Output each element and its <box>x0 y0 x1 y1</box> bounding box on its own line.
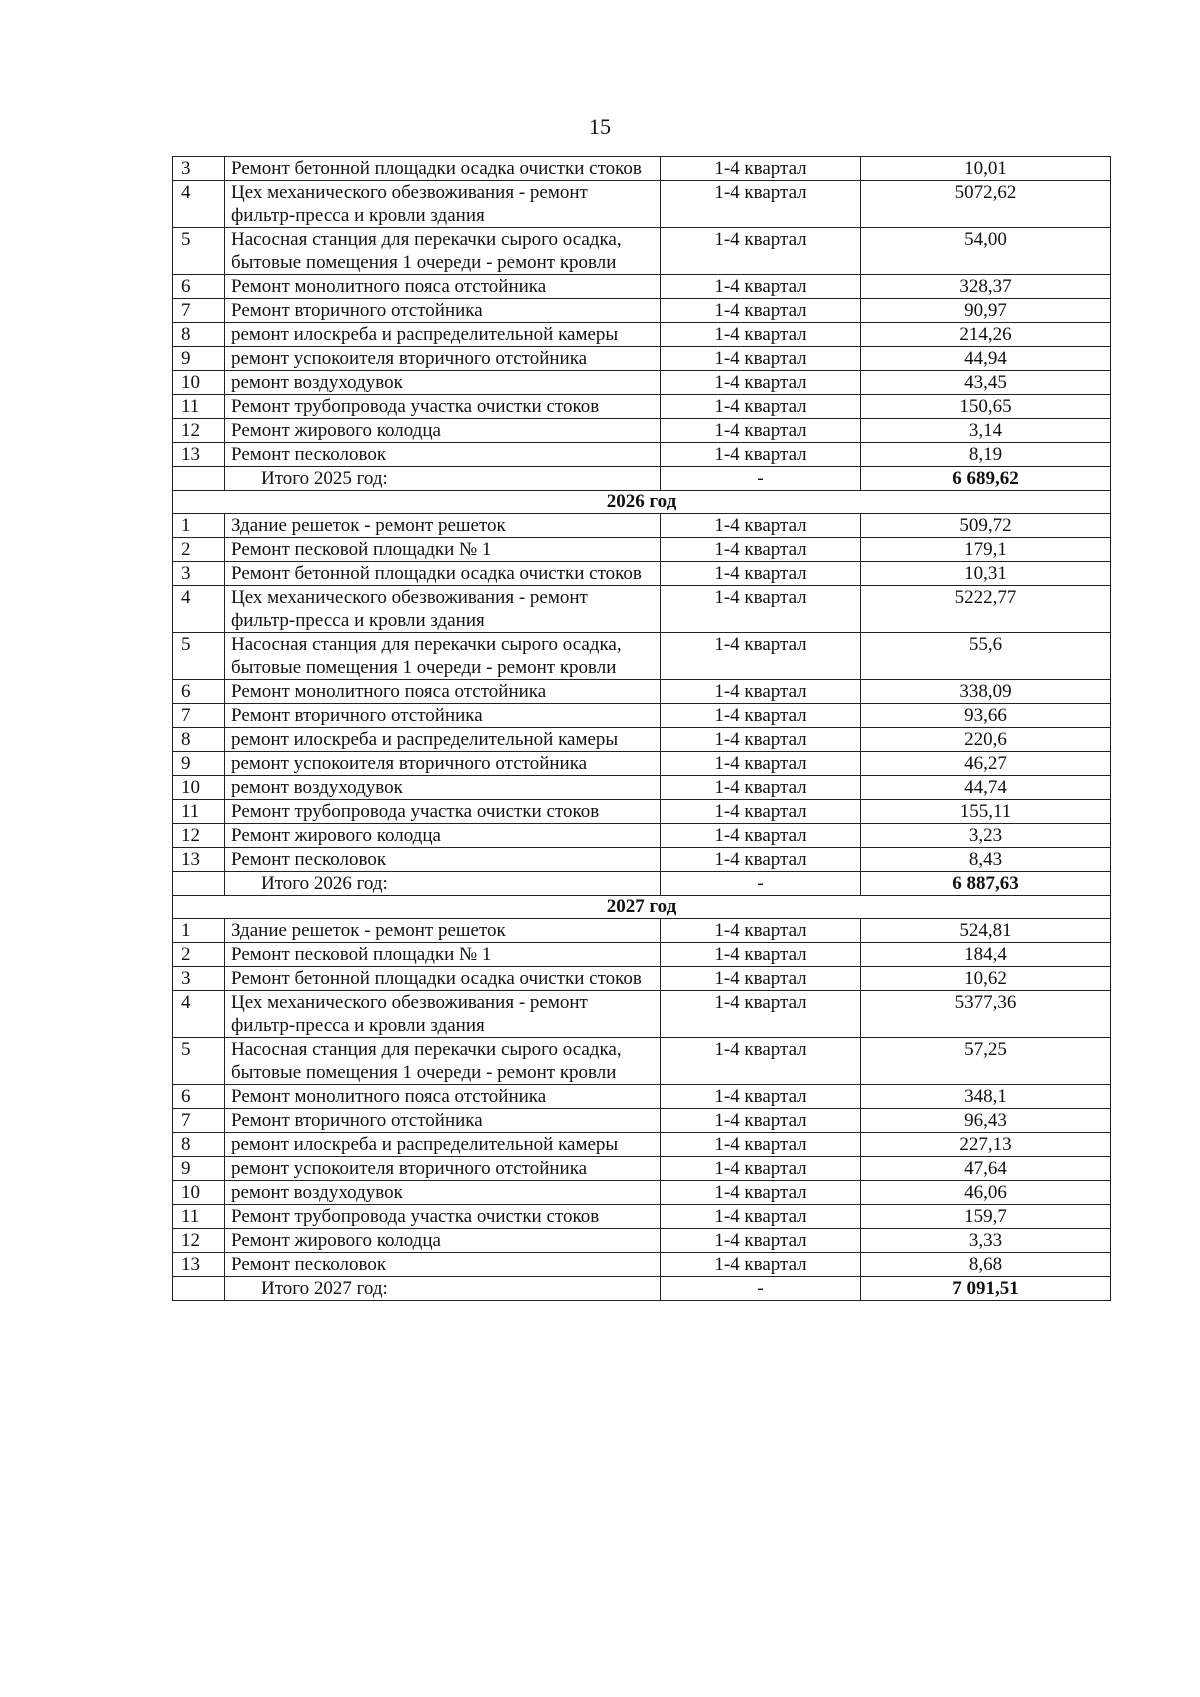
table-body <box>173 157 1111 1301</box>
work-value: 55,6 <box>861 633 1111 680</box>
work-value: 328,37 <box>861 275 1111 299</box>
work-name: Ремонт песколовок <box>225 848 661 872</box>
work-name: Ремонт монолитного пояса отстойника <box>225 680 661 704</box>
total-row <box>173 1277 1111 1301</box>
work-value: 8,68 <box>861 1253 1111 1277</box>
work-value: 5377,36 <box>861 991 1111 1038</box>
work-value: 3,14 <box>861 419 1111 443</box>
row-number: 3 <box>173 967 225 991</box>
row-number: 8 <box>173 323 225 347</box>
work-name: Здание решеток - ремонт решеток <box>225 919 661 943</box>
table-row <box>173 848 1111 872</box>
work-name: ремонт воздуходувок <box>225 776 661 800</box>
work-name: ремонт успокоителя вторичного отстойника <box>225 347 661 371</box>
table-row <box>173 1205 1111 1229</box>
work-period: 1-4 квартал <box>661 1205 861 1229</box>
work-name: Цех механического обезвоживания - ремонт фильтр-пресса и кровли здания <box>225 586 661 633</box>
work-name: Цех механического обезвоживания - ремонт фильтр-пресса и кровли здания <box>225 181 661 228</box>
row-number: 7 <box>173 704 225 728</box>
row-number: 2 <box>173 943 225 967</box>
table-row <box>173 419 1111 443</box>
work-value: 179,1 <box>861 538 1111 562</box>
table-row <box>173 395 1111 419</box>
year-header: 2027 год <box>173 896 1111 919</box>
table-row <box>173 800 1111 824</box>
work-period: 1-4 квартал <box>661 1229 861 1253</box>
work-value: 54,00 <box>861 228 1111 275</box>
total-row <box>173 467 1111 491</box>
work-value: 57,25 <box>861 1038 1111 1085</box>
work-period: 1-4 квартал <box>661 704 861 728</box>
work-name: Насосная станция для перекачки сырого осадка, бытовые помещения 1 очереди - ремонт кровли <box>225 633 661 680</box>
total-period: - <box>661 467 861 491</box>
work-name: Ремонт трубопровода участка очистки стоков <box>225 1205 661 1229</box>
work-value: 338,09 <box>861 680 1111 704</box>
table-row <box>173 943 1111 967</box>
total-number-cell <box>173 1277 225 1301</box>
table-row <box>173 1085 1111 1109</box>
work-name: Ремонт жирового колодца <box>225 419 661 443</box>
work-value: 44,74 <box>861 776 1111 800</box>
work-value: 10,01 <box>861 157 1111 181</box>
work-period: 1-4 квартал <box>661 538 861 562</box>
work-period: 1-4 квартал <box>661 514 861 538</box>
work-name: Здание решеток - ремонт решеток <box>225 514 661 538</box>
table-row <box>173 728 1111 752</box>
work-value: 93,66 <box>861 704 1111 728</box>
work-period: 1-4 квартал <box>661 419 861 443</box>
total-label: Итого 2025 год: <box>225 467 661 491</box>
row-number: 11 <box>173 800 225 824</box>
table-row <box>173 1181 1111 1205</box>
row-number: 13 <box>173 443 225 467</box>
row-number: 4 <box>173 181 225 228</box>
row-number: 13 <box>173 1253 225 1277</box>
table-row <box>173 633 1111 680</box>
work-value: 184,4 <box>861 943 1111 967</box>
row-number: 3 <box>173 157 225 181</box>
work-name: Ремонт песковой площадки № 1 <box>225 943 661 967</box>
repair-schedule-table <box>172 156 1111 1301</box>
work-period: 1-4 квартал <box>661 752 861 776</box>
year-header: 2026 год <box>173 491 1111 514</box>
work-period: 1-4 квартал <box>661 157 861 181</box>
row-number: 5 <box>173 1038 225 1085</box>
work-value: 3,23 <box>861 824 1111 848</box>
row-number: 9 <box>173 1157 225 1181</box>
work-period: 1-4 квартал <box>661 1133 861 1157</box>
table-row <box>173 680 1111 704</box>
table-row <box>173 752 1111 776</box>
table-row <box>173 275 1111 299</box>
row-number: 6 <box>173 275 225 299</box>
row-number: 5 <box>173 228 225 275</box>
work-value: 159,7 <box>861 1205 1111 1229</box>
total-value: 6 689,62 <box>861 467 1111 491</box>
work-name: Ремонт монолитного пояса отстойника <box>225 275 661 299</box>
work-value: 150,65 <box>861 395 1111 419</box>
work-name: ремонт илоскреба и распределительной камеры <box>225 1133 661 1157</box>
work-name: Цех механического обезвоживания - ремонт фильтр-пресса и кровли здания <box>225 991 661 1038</box>
work-name: Ремонт жирового колодца <box>225 1229 661 1253</box>
total-label: Итого 2027 год: <box>225 1277 661 1301</box>
work-value: 214,26 <box>861 323 1111 347</box>
work-value: 5222,77 <box>861 586 1111 633</box>
table-row <box>173 347 1111 371</box>
work-value: 43,45 <box>861 371 1111 395</box>
work-name: ремонт илоскреба и распределительной камеры <box>225 728 661 752</box>
total-value: 7 091,51 <box>861 1277 1111 1301</box>
work-period: 1-4 квартал <box>661 633 861 680</box>
row-number: 10 <box>173 776 225 800</box>
work-value: 227,13 <box>861 1133 1111 1157</box>
work-value: 46,27 <box>861 752 1111 776</box>
work-name: ремонт успокоителя вторичного отстойника <box>225 1157 661 1181</box>
total-period: - <box>661 1277 861 1301</box>
table-row <box>173 824 1111 848</box>
row-number: 8 <box>173 728 225 752</box>
work-name: Ремонт монолитного пояса отстойника <box>225 1085 661 1109</box>
work-period: 1-4 квартал <box>661 776 861 800</box>
work-name: Ремонт песколовок <box>225 1253 661 1277</box>
work-name: Ремонт вторичного отстойника <box>225 299 661 323</box>
table-row <box>173 299 1111 323</box>
work-name: Ремонт вторичного отстойника <box>225 704 661 728</box>
work-value: 47,64 <box>861 1157 1111 1181</box>
work-name: Ремонт песковой площадки № 1 <box>225 538 661 562</box>
table-row <box>173 1038 1111 1085</box>
table-row <box>173 776 1111 800</box>
total-period: - <box>661 872 861 896</box>
work-name: Ремонт бетонной площадки осадка очистки стоков <box>225 562 661 586</box>
table-row <box>173 1133 1111 1157</box>
table-row <box>173 514 1111 538</box>
table-row <box>173 562 1111 586</box>
work-name: ремонт илоскреба и распределительной камеры <box>225 323 661 347</box>
work-value: 10,31 <box>861 562 1111 586</box>
work-name: Ремонт бетонной площадки осадка очистки стоков <box>225 967 661 991</box>
work-name: Насосная станция для перекачки сырого осадка, бытовые помещения 1 очереди - ремонт кровли <box>225 228 661 275</box>
row-number: 10 <box>173 1181 225 1205</box>
work-period: 1-4 квартал <box>661 395 861 419</box>
row-number: 12 <box>173 824 225 848</box>
work-value: 44,94 <box>861 347 1111 371</box>
table-row <box>173 323 1111 347</box>
work-value: 348,1 <box>861 1085 1111 1109</box>
work-period: 1-4 квартал <box>661 371 861 395</box>
table-row <box>173 371 1111 395</box>
row-number: 5 <box>173 633 225 680</box>
work-period: 1-4 квартал <box>661 347 861 371</box>
work-period: 1-4 квартал <box>661 1157 861 1181</box>
work-period: 1-4 квартал <box>661 991 861 1038</box>
table-row <box>173 704 1111 728</box>
work-period: 1-4 квартал <box>661 1181 861 1205</box>
work-name: Ремонт трубопровода участка очистки стоков <box>225 800 661 824</box>
row-number: 11 <box>173 395 225 419</box>
table-row <box>173 586 1111 633</box>
table-row <box>173 991 1111 1038</box>
work-value: 10,62 <box>861 967 1111 991</box>
work-name: Ремонт песколовок <box>225 443 661 467</box>
table-row <box>173 181 1111 228</box>
row-number: 4 <box>173 991 225 1038</box>
work-period: 1-4 квартал <box>661 562 861 586</box>
work-period: 1-4 квартал <box>661 275 861 299</box>
work-period: 1-4 квартал <box>661 1109 861 1133</box>
row-number: 13 <box>173 848 225 872</box>
work-value: 8,19 <box>861 443 1111 467</box>
work-period: 1-4 квартал <box>661 967 861 991</box>
work-name: Ремонт бетонной площадки осадка очистки стоков <box>225 157 661 181</box>
work-period: 1-4 квартал <box>661 443 861 467</box>
work-name: ремонт успокоителя вторичного отстойника <box>225 752 661 776</box>
row-number: 1 <box>173 919 225 943</box>
work-period: 1-4 квартал <box>661 728 861 752</box>
work-value: 46,06 <box>861 1181 1111 1205</box>
row-number: 6 <box>173 680 225 704</box>
work-period: 1-4 квартал <box>661 848 861 872</box>
row-number: 9 <box>173 347 225 371</box>
work-period: 1-4 квартал <box>661 680 861 704</box>
total-value: 6 887,63 <box>861 872 1111 896</box>
table-row <box>173 919 1111 943</box>
work-period: 1-4 квартал <box>661 943 861 967</box>
work-name: Ремонт трубопровода участка очистки стоков <box>225 395 661 419</box>
work-value: 5072,62 <box>861 181 1111 228</box>
row-number: 6 <box>173 1085 225 1109</box>
total-number-cell <box>173 872 225 896</box>
row-number: 1 <box>173 514 225 538</box>
work-period: 1-4 квартал <box>661 299 861 323</box>
work-name: Ремонт жирового колодца <box>225 824 661 848</box>
table-row <box>173 538 1111 562</box>
work-value: 3,33 <box>861 1229 1111 1253</box>
row-number: 12 <box>173 419 225 443</box>
row-number: 7 <box>173 299 225 323</box>
work-name: ремонт воздуходувок <box>225 371 661 395</box>
table-row <box>173 157 1111 181</box>
row-number: 4 <box>173 586 225 633</box>
row-number: 2 <box>173 538 225 562</box>
page-number: 15 <box>589 114 611 139</box>
work-period: 1-4 квартал <box>661 1038 861 1085</box>
work-value: 96,43 <box>861 1109 1111 1133</box>
work-value: 524,81 <box>861 919 1111 943</box>
table-row <box>173 1253 1111 1277</box>
work-period: 1-4 квартал <box>661 800 861 824</box>
work-period: 1-4 квартал <box>661 919 861 943</box>
table-row <box>173 1109 1111 1133</box>
row-number: 9 <box>173 752 225 776</box>
table-row <box>173 1229 1111 1253</box>
table-row <box>173 967 1111 991</box>
work-value: 90,97 <box>861 299 1111 323</box>
table-row <box>173 228 1111 275</box>
work-name: Ремонт вторичного отстойника <box>225 1109 661 1133</box>
work-period: 1-4 квартал <box>661 824 861 848</box>
row-number: 11 <box>173 1205 225 1229</box>
work-period: 1-4 квартал <box>661 1085 861 1109</box>
work-value: 220,6 <box>861 728 1111 752</box>
row-number: 7 <box>173 1109 225 1133</box>
work-value: 8,43 <box>861 848 1111 872</box>
work-name: Насосная станция для перекачки сырого осадка, бытовые помещения 1 очереди - ремонт кровли <box>225 1038 661 1085</box>
row-number: 3 <box>173 562 225 586</box>
total-label: Итого 2026 год: <box>225 872 661 896</box>
work-period: 1-4 квартал <box>661 323 861 347</box>
row-number: 12 <box>173 1229 225 1253</box>
work-period: 1-4 квартал <box>661 1253 861 1277</box>
row-number: 10 <box>173 371 225 395</box>
year-header-row <box>173 896 1111 919</box>
total-row <box>173 872 1111 896</box>
table-row <box>173 443 1111 467</box>
work-name: ремонт воздуходувок <box>225 1181 661 1205</box>
table-row <box>173 1157 1111 1181</box>
work-value: 509,72 <box>861 514 1111 538</box>
total-number-cell <box>173 467 225 491</box>
row-number: 8 <box>173 1133 225 1157</box>
work-value: 155,11 <box>861 800 1111 824</box>
work-period: 1-4 квартал <box>661 586 861 633</box>
year-header-row <box>173 491 1111 514</box>
work-period: 1-4 квартал <box>661 181 861 228</box>
work-period: 1-4 квартал <box>661 228 861 275</box>
